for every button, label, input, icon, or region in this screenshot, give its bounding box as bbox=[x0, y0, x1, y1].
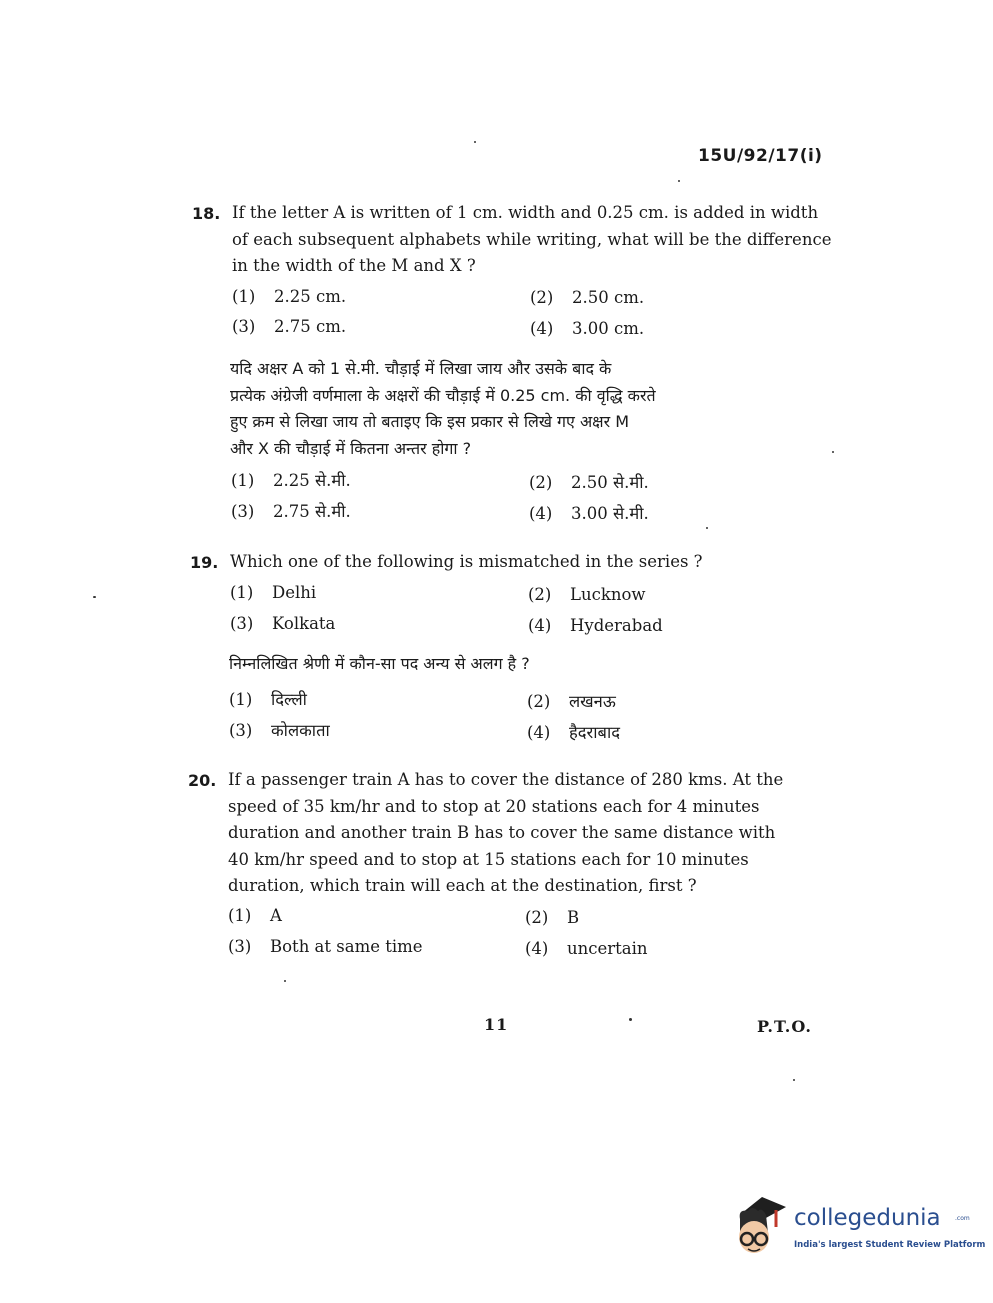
page-number: 11 bbox=[484, 1015, 509, 1034]
brand-name: collegedunia bbox=[794, 1205, 941, 1231]
q20-option-4: (4) uncertain bbox=[525, 939, 648, 958]
question-19-text-hi bbox=[229, 651, 829, 678]
question-line-hi: हुए क्रम से लिखा जाय तो बताइए कि इस प्रकार से लिखे गए अक्षर M bbox=[230, 412, 630, 431]
q19-option-3: (3) Kolkata bbox=[230, 614, 336, 633]
q19-option-1: (1) Delhi bbox=[230, 583, 317, 602]
scan-speck bbox=[629, 1018, 632, 1021]
q18-option-1: (1) 2.25 cm. bbox=[232, 287, 347, 306]
pto-label: P.T.O. bbox=[757, 1017, 812, 1036]
brand-tld: .com bbox=[955, 1215, 970, 1222]
q18-hi-option-4: (4) 3.00 से.मी. bbox=[529, 504, 649, 523]
paper-code: 15U/92/17(i) bbox=[698, 146, 823, 166]
q19-hi-option-3: (3) कोलकाता bbox=[229, 721, 330, 740]
scan-speck bbox=[93, 596, 96, 598]
brand-tagline: India's largest Student Review Platform bbox=[794, 1240, 986, 1250]
q19-option-2: (2) Lucknow bbox=[528, 585, 646, 604]
question-line-hi: और X की चौड़ाई में कितना अन्तर होगा ? bbox=[230, 438, 472, 458]
scan-speck bbox=[474, 141, 476, 143]
question-line: of each subsequent alphabets while writing, what will be the difference bbox=[232, 229, 832, 249]
mascot-icon bbox=[732, 1193, 792, 1259]
scan-speck bbox=[678, 180, 680, 182]
q19-hi-option-1: (1) दिल्ली bbox=[229, 690, 307, 709]
scan-speck bbox=[832, 451, 834, 453]
question-line-hi: निम्नलिखित श्रेणी में कौन-सा पद अन्य से अलग है ? bbox=[229, 654, 530, 673]
q19-hi-option-2: (2) लखनऊ bbox=[527, 692, 616, 711]
q18-hi-option-3: (3) 2.75 से.मी. bbox=[231, 502, 351, 521]
q18-option-3: (3) 2.75 cm. bbox=[232, 317, 347, 336]
question-line: duration, which train will each at the destination, first ? bbox=[228, 876, 697, 895]
q18-hi-option-1: (1) 2.25 से.मी. bbox=[231, 471, 351, 490]
question-19-text-en bbox=[230, 549, 830, 576]
question-line: duration and another train B has to cover the same distance with bbox=[228, 823, 776, 842]
question-20-number: 20. bbox=[188, 771, 217, 790]
collegedunia-watermark bbox=[732, 1193, 986, 1263]
question-line: If the letter A is written of 1 cm. width and 0.25 cm. is added in width bbox=[232, 203, 819, 222]
q18-hi-option-2: (2) 2.50 से.मी. bbox=[529, 473, 649, 492]
question-line: in the width of the M and X ? bbox=[232, 256, 476, 275]
scan-speck bbox=[793, 1079, 795, 1081]
q19-option-4: (4) Hyderabad bbox=[528, 616, 663, 635]
question-line: 40 km/hr speed and to stop at 15 stations each for 10 minutes bbox=[228, 849, 749, 869]
scan-speck bbox=[706, 527, 708, 529]
question-line: speed of 35 km/hr and to stop at 20 stations each for 4 minutes bbox=[228, 796, 760, 816]
question-18-number: 18. bbox=[192, 204, 221, 223]
question-line-hi: यदि अक्षर A को 1 से.मी. चौड़ाई में लिखा जाय और उसके बाद के bbox=[230, 359, 612, 378]
q18-option-2: (2) 2.50 cm. bbox=[530, 288, 645, 307]
q20-option-2: (2) B bbox=[525, 908, 580, 927]
q18-option-4: (4) 3.00 cm. bbox=[530, 319, 645, 338]
question-19-number: 19. bbox=[190, 553, 219, 572]
q19-hi-option-4: (4) हैदराबाद bbox=[527, 723, 621, 742]
question-18-text-hi bbox=[230, 356, 830, 462]
question-line-hi: प्रत्येक अंग्रेजी वर्णमाला के अक्षरों की चौड़ाई में 0.25 cm. की वृद्धि करते bbox=[230, 385, 656, 405]
question-line: If a passenger train A has to cover the distance of 280 kms. At the bbox=[228, 770, 784, 789]
q20-option-3: (3) Both at same time bbox=[228, 937, 423, 956]
question-18-text-en bbox=[232, 200, 832, 280]
q20-option-1: (1) A bbox=[228, 906, 282, 925]
question-20-text-en bbox=[228, 767, 828, 900]
scan-speck bbox=[284, 980, 286, 982]
question-line: Which one of the following is mismatched in the series ? bbox=[230, 552, 703, 571]
